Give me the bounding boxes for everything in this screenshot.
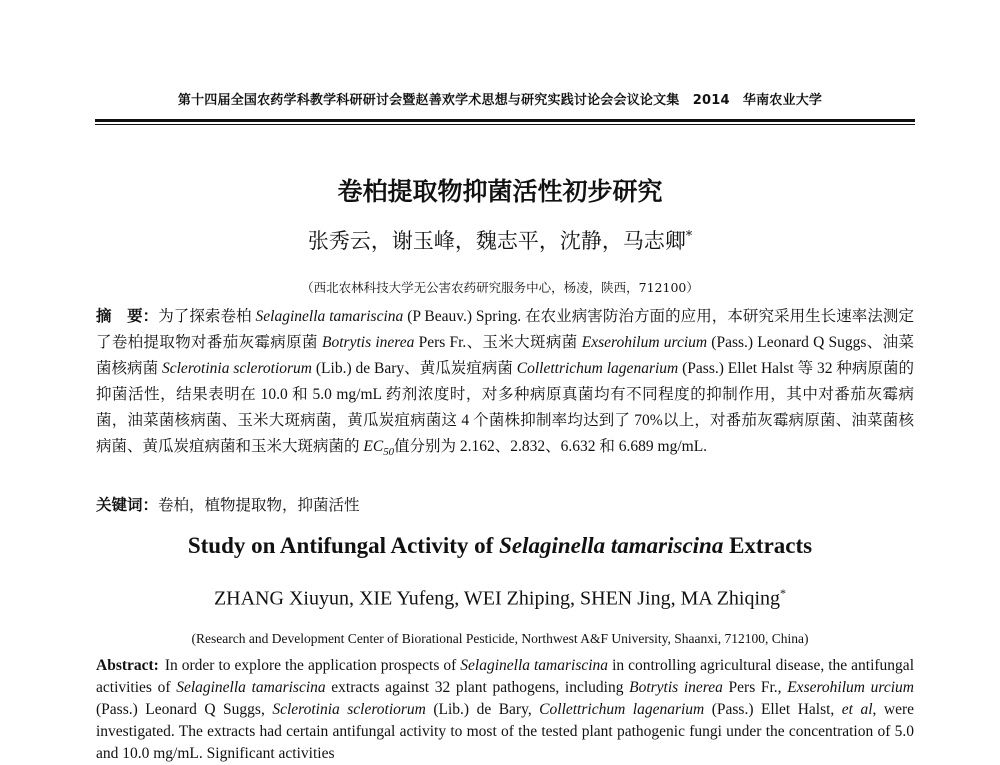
chinese-keywords [96,493,360,515]
header-rule-thin [95,124,915,125]
abstract-text: extracts against 32 plant pathogens, including [325,679,630,696]
et-al: et al [841,701,873,718]
english-author-names: ZHANG Xiuyun, XIE Yufeng, WEI Zhiping, SHEN Jing, MA Zhiqing [213,587,781,610]
corresponding-author-mark: * [685,228,693,243]
corresponding-author-mark: * [780,586,787,600]
species-name: Collettrichum lagenarium [516,360,679,377]
abstract-text: Pers Fr.、玉米大斑病菌 [414,334,582,351]
species-name: Sclerotinia sclerotiorum [272,701,426,718]
species-name: Botrytis inerea [629,679,723,696]
chinese-authors [0,225,1000,255]
species-name: Botrytis inerea [322,334,415,351]
ec50-symbol: $EC_{50}$ [363,438,395,459]
species-name: Exserohilum urcium [787,679,914,696]
species-name: Sclerotinia sclerotiorum [162,360,312,377]
abstract-text: (P Beauv.) Spring. 在农业病害防治方面的应用，本研究采用生长速率法测定了卷柏提取物对番茄灰霉病原菌 [96,308,914,351]
keywords-label: 关键词： [96,496,159,514]
abstract-text: (Lib.) de Bary, [425,701,540,718]
species-name: Selaginella tamariscina [176,679,326,696]
english-abstract [96,655,914,765]
chinese-abstract [96,303,914,465]
species-name: Selaginella tamariscina [460,657,609,674]
species-name: Selaginella tamariscina [255,308,404,325]
abstract-text: In order to explore the application prospects of [164,657,461,674]
abstract-text: 值分别为 2.162、2.832、6.632 和 6.689 mg/mL. [394,438,708,455]
abstract-text: in controlling agricultural disease, the antifungal activities of [96,657,914,696]
english-abstract-label: Abstract: [96,657,159,674]
abstract-text: 为了探索卷柏 [158,308,256,325]
chinese-affiliation: （西北农林科技大学无公害农药研究服务中心，杨凌，陕西，712100） [301,280,699,295]
chinese-title: 卷柏提取物抑菌活性初步研究 [337,177,663,206]
abstract-text: (Pass.) Ellet Halst, [704,701,842,718]
english-title: Study on Antifungal Activity of Selaginella tamariscina Extracts [187,533,813,558]
abstract-text: (Pass.) Ellet Halst 等 32 种病原菌的抑菌活性，结果表明在 10.0 和 5.0 mg/mL 药剂浓度时，对多种病原真菌均有不同程度的抑制作用，其中对番茄灰霉病菌，油菜菌核病菌、玉米大斑病菌，黄瓜炭疽病菌这 4 个菌株抑制率均达到了 70%以上，对番茄灰霉病原菌、油菜菌核病菌、黄瓜炭疽病菌和玉米大斑病菌的 [96,360,914,455]
english-affiliation: (Research and Development Center of Biorational Pesticide, Northwest A&F University, Shaanxi, 712100, China) [191,631,809,646]
species-name: Exserohilum urcium [581,334,708,351]
keywords-text: 卷柏，植物提取物，抑菌活性 [158,497,360,514]
header-rule-thick [95,119,915,122]
species-name: Selaginella tamariscina [499,533,724,558]
proceedings-header: 第十四届全国农药学科教学科研研讨会暨赵善欢学术思想与研究实践讨论会会议论文集 2014 华南农业大学 [177,93,823,108]
abstract-text: (Lib.) de Bary、黄瓜炭疽病菌 [311,360,517,377]
abstract-text: Pers Fr., [722,679,788,696]
english-authors [0,586,1000,611]
species-name: Collettrichum lagenarium [539,701,705,718]
chinese-author-names: 张秀云，谢玉峰，魏志平，沈静，马志卿 [307,229,686,253]
abstract-text: (Pass.) Leonard Q Suggs、油菜菌核病菌 [96,334,914,377]
abstract-text: (Pass.) Leonard Q Suggs, [96,701,273,718]
abstract-text: , were investigated. The extracts had certain antifungal activity to most of the tested plant pathogenic fungi under the concentration of 5.0 and 10.0 mg/mL. Significant activities [96,701,915,762]
chinese-abstract-label: 摘 要： [96,307,159,325]
